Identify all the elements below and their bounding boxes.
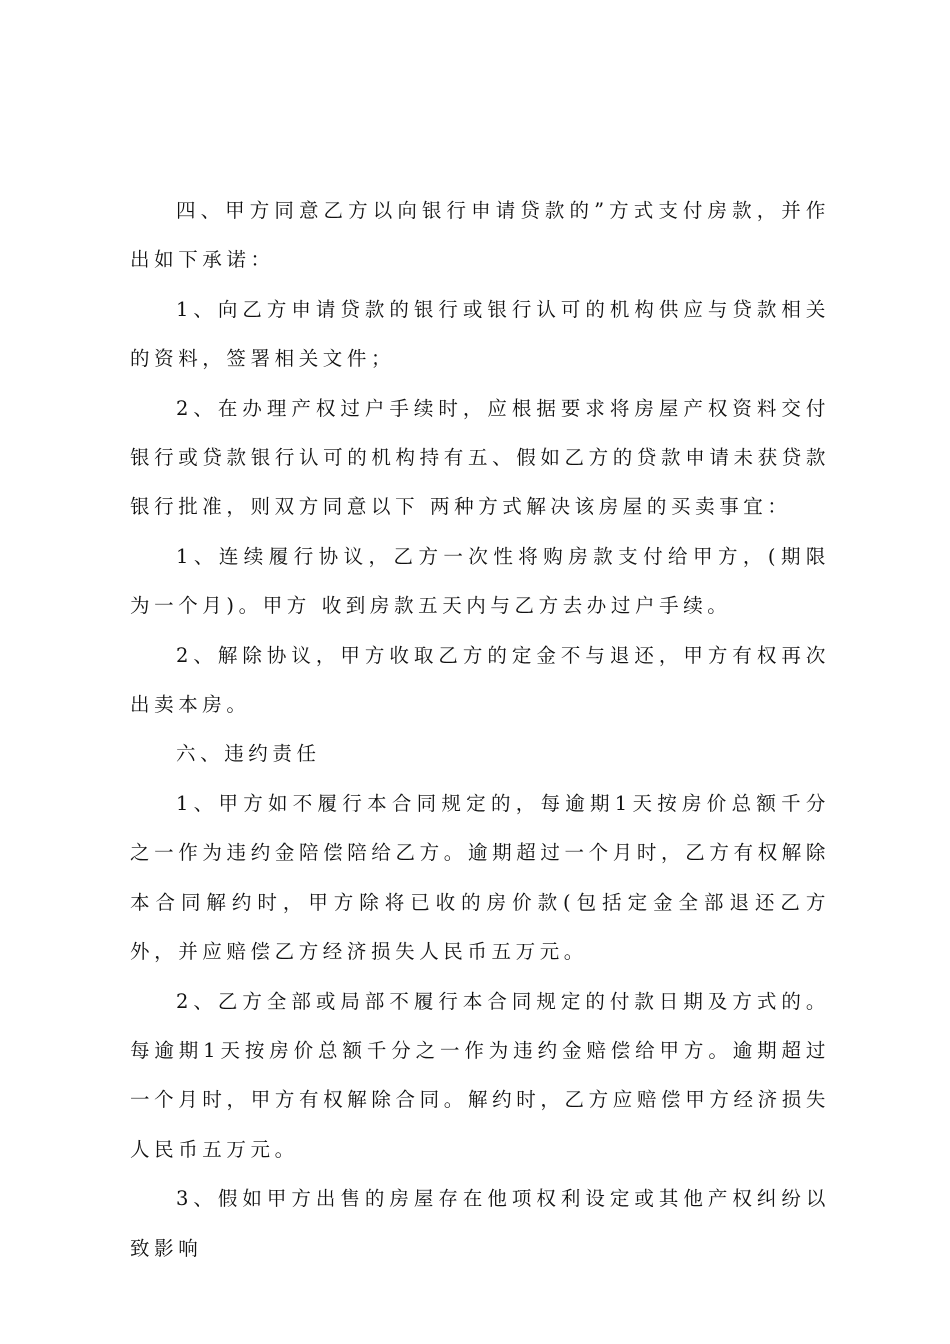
document-body [130, 186, 830, 1273]
paragraph-breach-party-b: 2、乙方全部或局部不履行本合同规定的付款日期及方式的。每逾期1天按房价总额千分之一作为违约金赔偿给甲方。逾期超过一个月时，甲方有权解除合同。解约时，乙方应赔偿甲方经济损失人民币五万元。 [130, 989, 830, 1161]
paragraph-breach-party-a: 1、甲方如不履行本合同规定的，每逾期1天按房价总额千分之一作为违约金陪偿陪给乙方。逾期超过一个月时，乙方有权解除本合同解约时，甲方除将已收的房价款(包括定金全部退还乙方外，并应赔偿乙方经济损失人民币五万元。 [130, 791, 830, 964]
paragraph-breach-property-dispute: 3、假如甲方出售的房屋存在他项权利设定或其他产权纠纷以致影响 [130, 1187, 830, 1260]
paragraph-item-2-title-transfer: 2、在办理产权过户手续时，应根据要求将房屋产权资料交付银行或贷款银行认可的机构持有五、假如乙方的贷款申请未获贷款银行批准，则双方同意以下 两种方式解决该房屋的买卖事宜： [130, 396, 830, 519]
section-heading-breach-liability: 六、违约责任 [176, 742, 321, 766]
paragraph-loan-payment: 四、甲方同意乙方以向银行申请贷款的”方式支付房款，并作出如下承诺： [130, 199, 830, 272]
paragraph-option-1-continue: 1、连续履行协议，乙方一次性将购房款支付给甲方，(期限为一个月)。甲方 收到房款五天内与乙方去办过户手续。 [130, 544, 830, 618]
paragraph-option-2-terminate: 2、解除协议，甲方收取乙方的定金不与退还，甲方有权再次出卖本房。 [130, 643, 830, 717]
paragraph-item-1-documents: 1、向乙方申请贷款的银行或银行认可的机构供应与贷款相关的资料，签署相关文件； [130, 297, 830, 371]
